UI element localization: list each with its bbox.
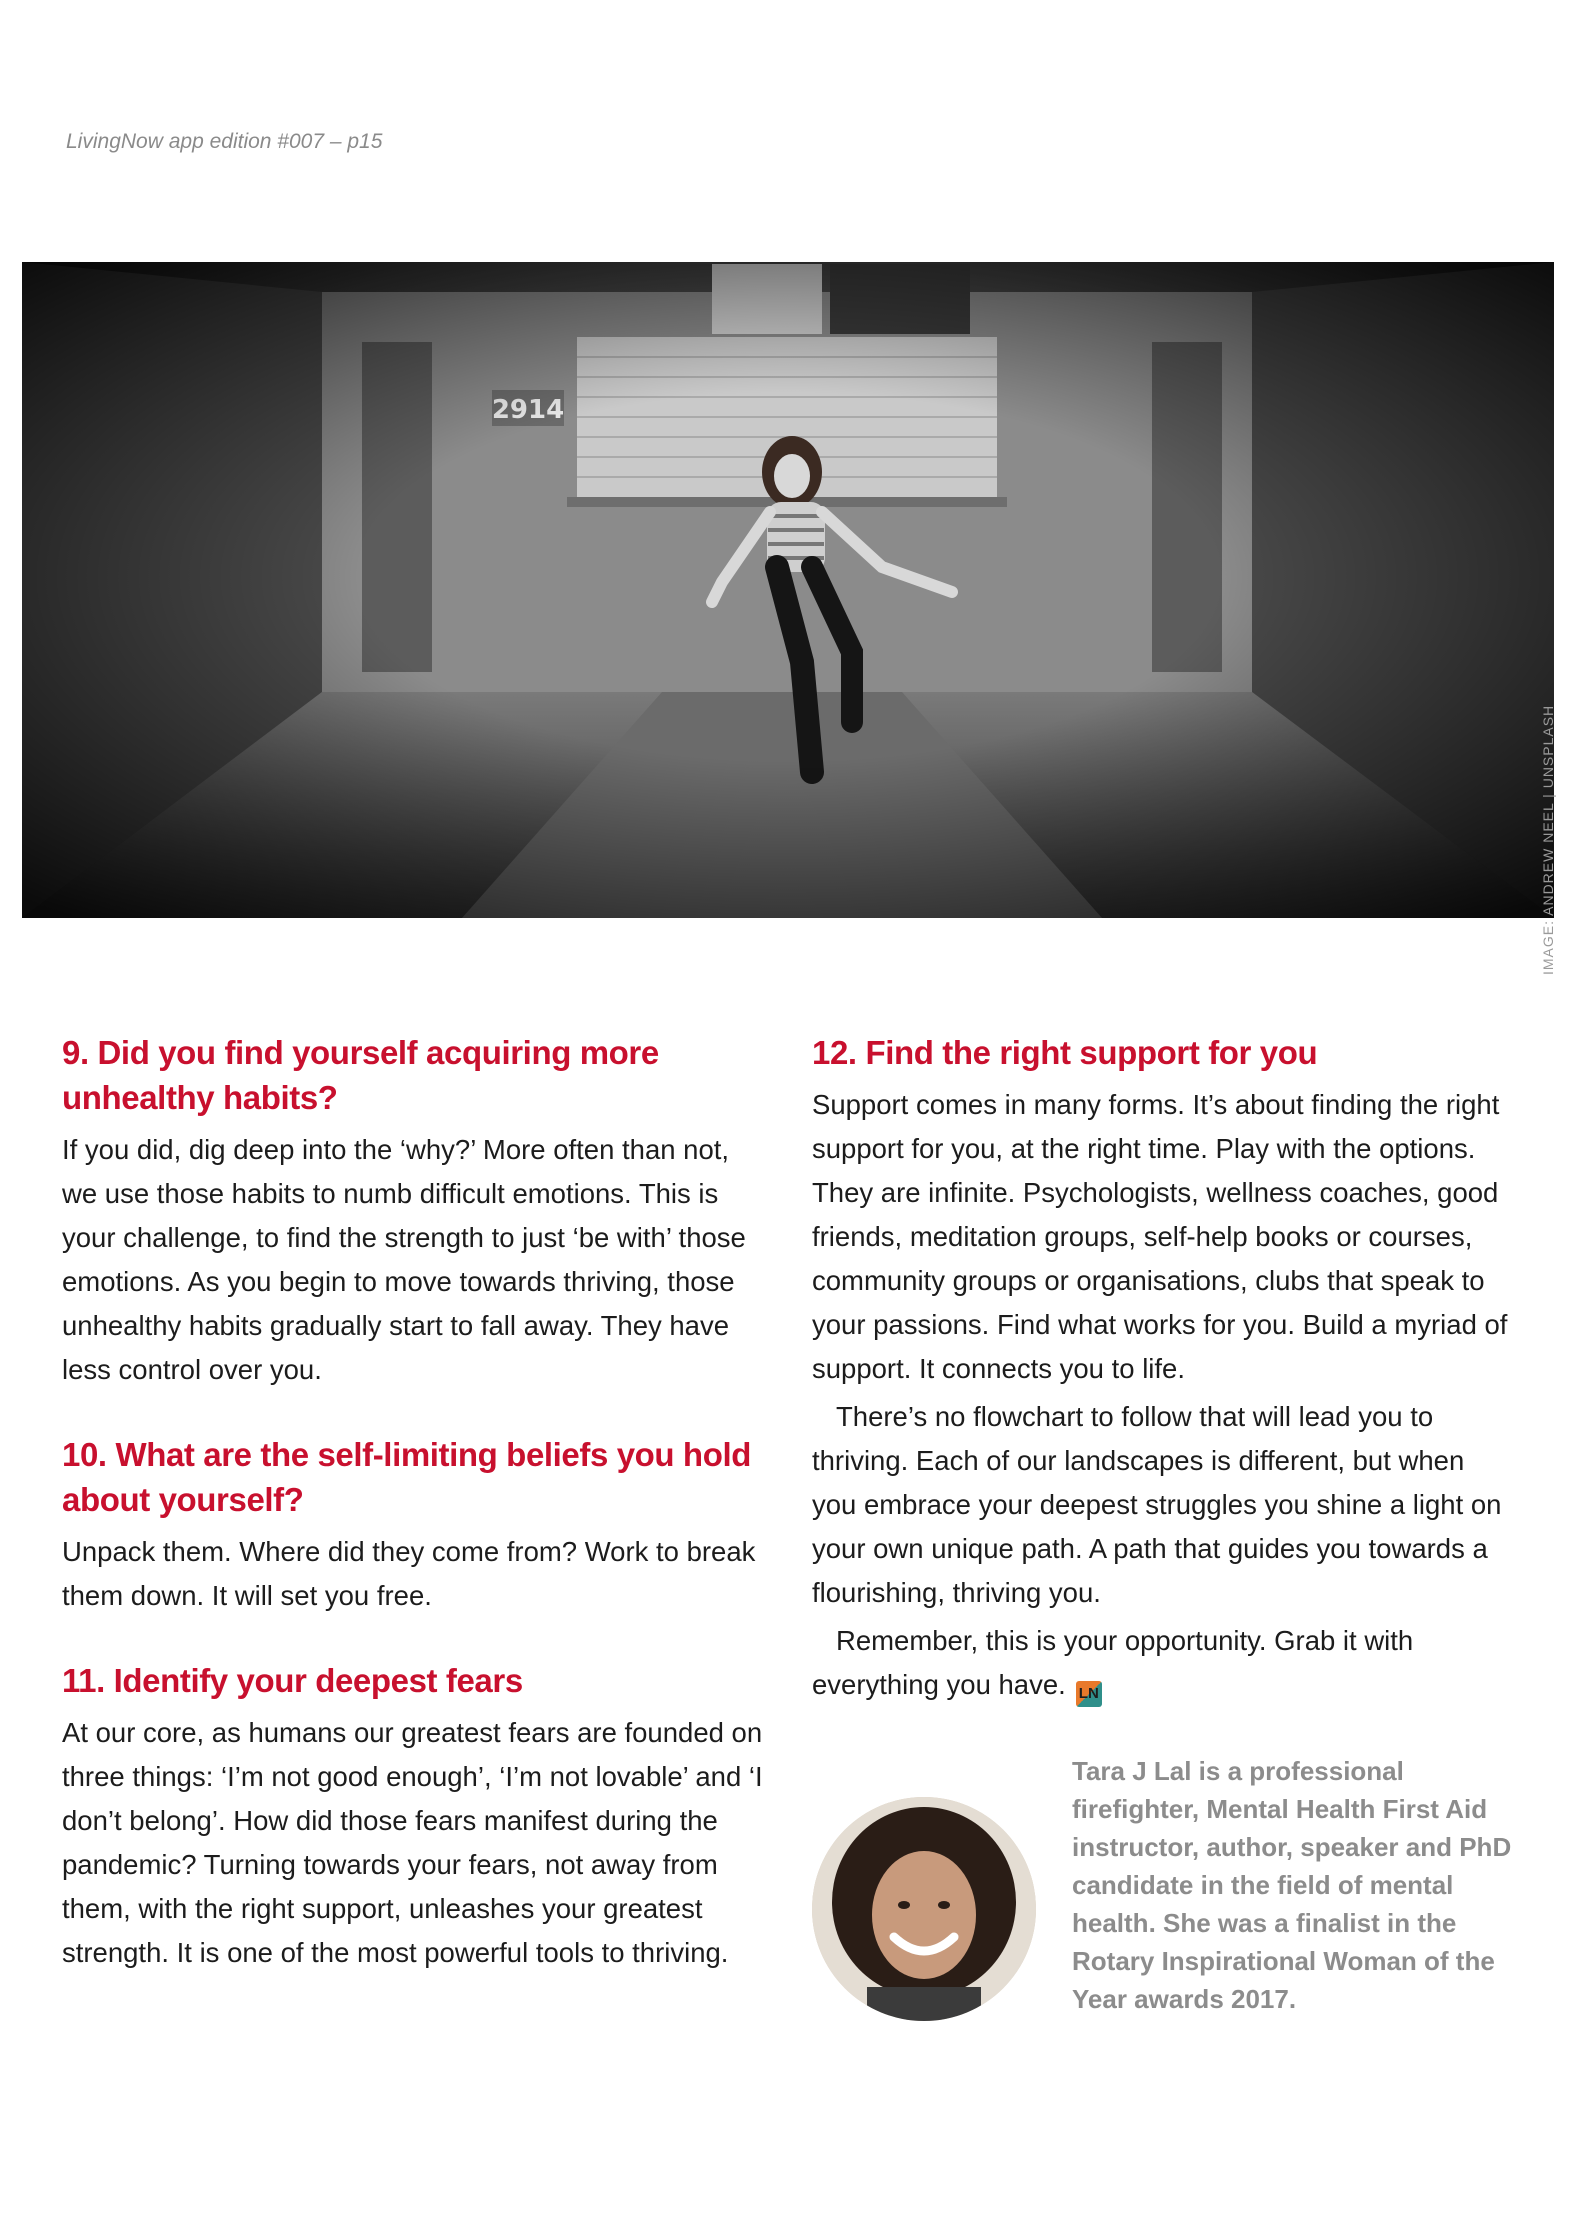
running-head: LivingNow app edition #007 – p15: [66, 130, 383, 153]
body-support-1: Support comes in many forms. It’s about finding the right support for you, at the right time. Play with the options. They are infinite. Psychologists, wellness coaches, good friends, meditation groups, self-help books or courses, community groups or organisations, clubs that speak to your passions. Find what works for you. Build a myriad of support. It connects you to life.: [812, 1089, 1508, 1384]
body-support-3: [812, 1619, 1512, 1707]
author-bio: [812, 1752, 1552, 2032]
author-portrait-icon: [812, 1797, 1036, 2021]
body-fears: At our core, as humans our greatest fears are founded on three things: ‘I’m not good enough’, ‘I’m not lovable’ and ‘I don’t belong’. How did those fears manifest during the pandemic? Turning towards your fears, not away from them, with the right support, unleashes your greatest strength. It is one of the most powerful tools to thriving.: [62, 1717, 763, 1968]
heading-habits: 9. Did you find yourself acquiring more unhealthy habits?: [62, 1034, 659, 1116]
body-habits: If you did, dig deep into the ‘why?’ More often than not, we use those habits to numb difficult emotions. This is your challenge, to find the strength to just ‘be with’ those emotions. As you begin to move towards thriving, those unhealthy habits gradually start to fall away. They have less control over you.: [62, 1134, 746, 1385]
heading-support: 12. Find the right support for you: [812, 1034, 1318, 1071]
image-credit: IMAGE: ANDREW NEEL | UNSPLASH: [1540, 704, 1556, 975]
heading-beliefs: 10. What are the self-limiting beliefs you hold about yourself?: [62, 1436, 751, 1518]
left-column: [62, 1030, 768, 1975]
body-beliefs: Unpack them. Where did they come from? Work to break them down. It will set you free.: [62, 1536, 756, 1611]
end-mark-logo-icon: LN: [1076, 1681, 1102, 1707]
body-support-2: There’s no flowchart to follow that will lead you to thriving. Each of our landscapes is different, but when you embrace your deepest struggles you shine a light on your own unique path. A path that guides you towards a flourishing, thriving you.: [812, 1401, 1502, 1608]
right-column: [812, 1030, 1512, 1707]
author-bio-text: Tara J Lal is a professional firefighter, Mental Health First Aid instructor, author, speaker and PhD candidate in the field of mental health. She was a finalist in the Rotary Inspirational Woman of the Year awards 2017.: [1072, 1756, 1512, 2014]
photo-woman-running-icon: [22, 262, 1554, 918]
avatar: [812, 1797, 1036, 2021]
closing-text: Remember, this is your opportunity. Grab it with everything you have.: [812, 1625, 1414, 1700]
heading-fears: 11. Identify your deepest fears: [62, 1662, 523, 1699]
hero-photo: [22, 262, 1554, 918]
